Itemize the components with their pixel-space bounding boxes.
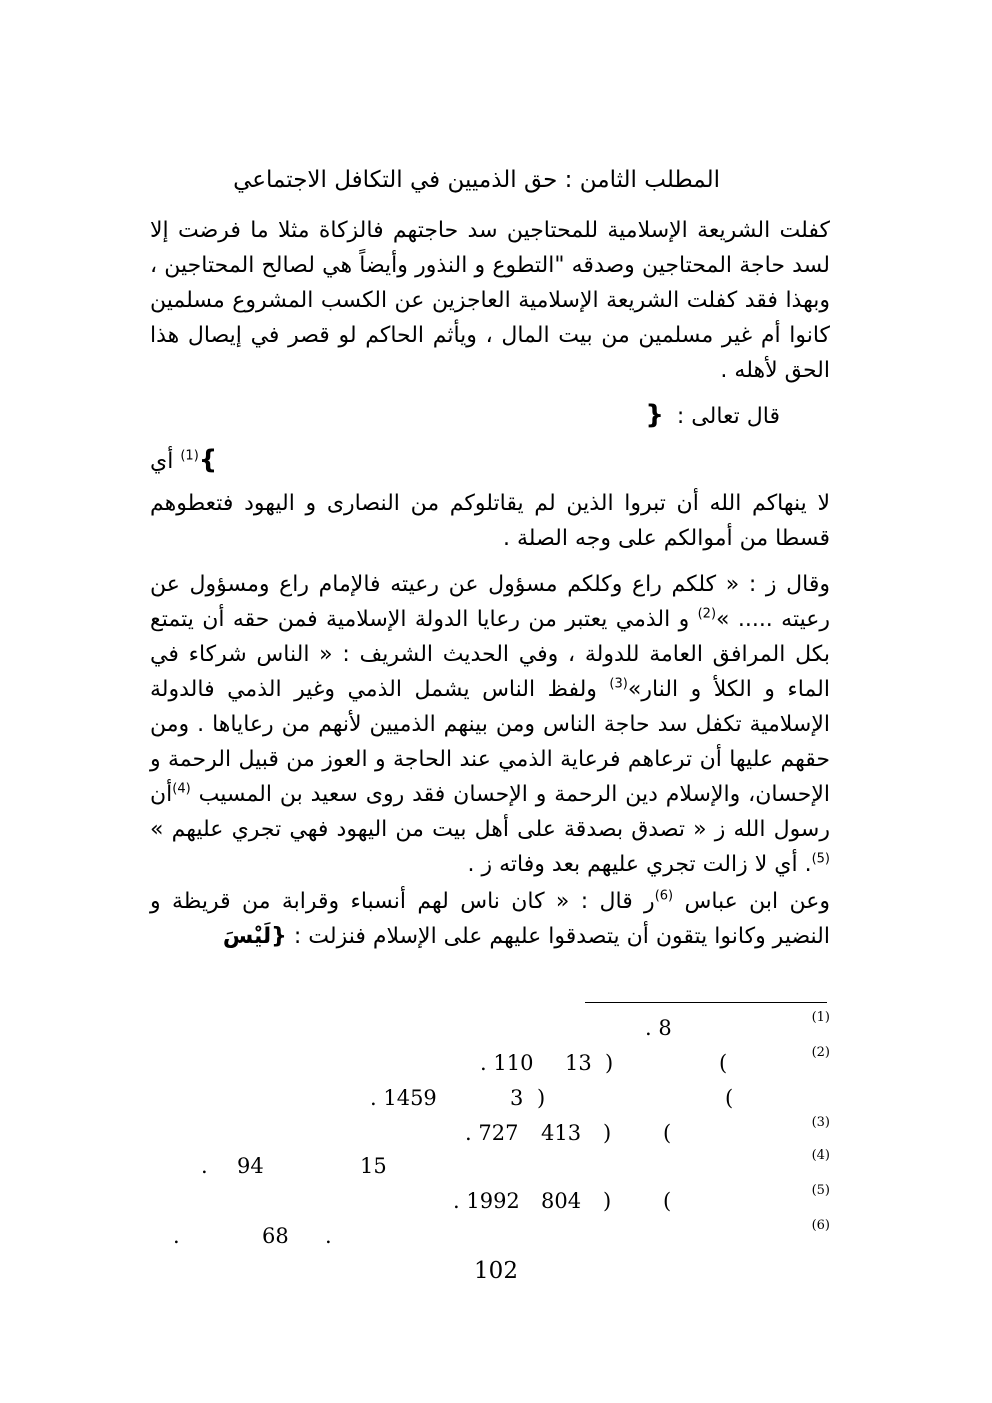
footnote-1-text: . 8 [645,1016,672,1040]
footnote-3-item: . 727 [465,1121,519,1145]
footnote-ref-6: (6) [654,888,674,904]
quran-after-text: أي [150,449,174,474]
footnote-ref-2: (2) [697,606,717,622]
footnote-5 [150,1183,830,1216]
quran-brace-close: } [198,445,218,475]
section-heading: المطلب الثامن : حق الذميين في التكافل الاجتماعي [233,167,720,193]
footnote-5-item: 804 [541,1189,582,1213]
footnote-1-number: (1) [811,1010,830,1025]
footnote-ref-1: (1) [180,448,199,464]
p4-part-c: {لَيْسَ [222,924,287,949]
paragraph-1: كفلت الشريعة الإسلامية للمحتاجين سد حاجتهم فالزكاة مثلا ما فرضت إلا لسد حاجة المحتاجين وصدقه "التطوع و النذور وأيضاً هي لصالح المحتاجين ، وبهذا فقد كفلت الشريعة الإسلامية العاجزين عن الكسب المشروع مسلمين كانوا أم غير مسلمين من بيت المال ، ويأثم الحاكم لو قصر في إيصال هذا الحق لأهله . [150,218,830,383]
footnote-6-item: 68 [262,1224,289,1248]
footnote-6-number: (6) [811,1218,830,1233]
footnote-2-item: ( [725,1086,734,1110]
footnote-3-item: ) [603,1121,612,1145]
footnote-2-item: 3 [510,1086,524,1110]
footnote-4-item: 15 [360,1154,387,1178]
footnote-ref-4: (4) [172,781,191,797]
footnote-2-item: ) [537,1086,546,1110]
p4-part-a: وعن ابن عباس [673,889,830,914]
footnote-3 [150,1115,830,1148]
footnote-2-item: 13 [565,1051,592,1075]
footnote-2 [150,1045,830,1078]
page-number: 102 [474,1258,518,1284]
quran-brace-open: { [645,400,664,430]
quran-intro-line [150,398,780,434]
p4-part-b: ر قال : « كان ناس لهم أنسباء وقرابة من قريظة و النضير وكانوا يتقون أن يتصدقوا عليهم على الإسلام فنزلت : [150,889,830,949]
footnote-4-item: 94 [237,1154,264,1178]
p3-part-b: و الذمي يعتبر من رعايا الدولة الإسلامية فمن حقه أن يتمتع بكل المرافق العامة للدولة ، وفي الحديث الشريف : « الناس شركاء في الماء و الكلأ و النار» [150,607,831,702]
paragraph-3 [150,567,830,882]
footnote-4-number: (4) [811,1148,830,1163]
footnote-1 [150,1010,830,1043]
footnote-4 [150,1148,830,1181]
footnote-2-item: ( [719,1051,728,1075]
footnote-2-item: . 1459 [370,1086,437,1110]
quran-end-line [150,443,220,479]
p3-part-d: أن رسول الله ز « تصدق بصدقة على أهل بيت من اليهود فهي تجري عليهم » [150,782,830,842]
paragraph-4 [150,884,830,954]
footnote-5-item: . 1992 [453,1189,520,1213]
footnote-5-item: ( [663,1189,672,1213]
footnote-ref-5: (5) [811,851,830,867]
footnote-3-item: ( [663,1121,672,1145]
footnote-2-number: (2) [811,1045,830,1060]
paragraph-2: لا ينهاكم الله أن تبروا الذين لم يقاتلوكم من النصارى و اليهود فتعطوهم قسطا من أموالكم على وجه الصلة . [150,491,830,551]
quran-intro-text: قال تعالى : [676,404,780,429]
footnote-2-continued [150,1080,830,1113]
footnote-divider [585,1002,827,1003]
footnote-ref-3: (3) [609,676,628,692]
footnote-2-item: . 110 [480,1051,534,1075]
p3-part-a: وقال ز : « كلكم راع وكلكم مسؤول عن رعيته فالإمام راع ومسؤول عن رعيته ..... » [150,572,830,632]
footnote-4-item: . [201,1154,208,1178]
p3-part-e: . أي لا زالت تجري عليهم بعد وفاته ز . [467,852,812,877]
footnote-5-item: ) [603,1189,612,1213]
footnote-6 [150,1218,830,1251]
footnote-2-item: ) [605,1051,614,1075]
footnote-3-number: (3) [811,1115,830,1130]
p3-part-c: ولفظ الناس يشمل الذمي وغير الذمي فالدولة الإسلامية تكفل سد حاجة الناس ومن بينهم الذميين لأنهم من رعاياها . ومن حقهم عليها أن ترعاهم فرعاية الذمي عند الحاجة و العوز من قبيل الرحمة و الإحسان، والإسلام دين الرحمة و الإحسان فقد روى سعيد بن المسيب [150,677,830,807]
footnote-3-item: 413 [541,1121,582,1145]
footnote-6-item: . [325,1224,332,1248]
footnote-6-item: . [173,1224,180,1248]
footnote-5-number: (5) [811,1183,830,1198]
